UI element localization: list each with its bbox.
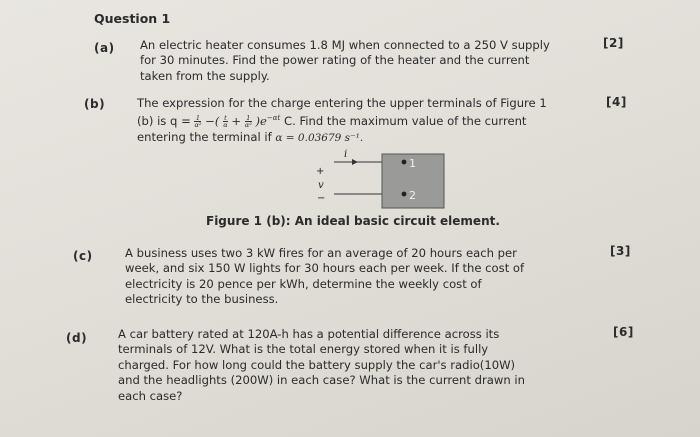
- part-d-label: (d): [66, 331, 88, 345]
- part-d-marks: [6]: [613, 325, 634, 339]
- exp-power: −αt: [266, 114, 281, 123]
- part-b-marks: [4]: [606, 95, 627, 109]
- part-d-line: each case?: [118, 388, 183, 403]
- part-d-line: charged. For how long could the battery supply the car's radio(10W): [118, 357, 516, 372]
- part-d-line: terminals of 12V. What is the total energy stored when it is fully: [118, 342, 489, 357]
- current-arrow-icon: [352, 159, 358, 165]
- part-a-line: for 30 minutes. Find the power rating of the heater and the current: [140, 53, 530, 68]
- part-a-text: [140, 38, 588, 84]
- part-d-line: A car battery rated at 120A-h has a potential difference across its: [118, 327, 500, 341]
- part-c-text: [125, 246, 590, 308]
- part-b-line: The expression for the charge entering the upper terminals of Figure 1: [137, 96, 547, 110]
- current-label: i: [344, 149, 348, 160]
- formula-suffix: C. Find the maximum value of the current: [284, 114, 527, 129]
- part-c-marks: [3]: [610, 244, 631, 258]
- formula-prefix: (b) is q =: [137, 114, 191, 129]
- terminal-2-label: 2: [409, 189, 416, 202]
- alpha-value: α = 0.03679 s⁻¹.: [275, 131, 364, 144]
- part-d-text: [118, 327, 593, 404]
- part-c-line: week, and six 150 W lights for 30 hours each per week. If the cost of: [125, 261, 525, 276]
- part-c-label: (c): [73, 249, 93, 263]
- fraction-1-over-alpha-squared: $\frac{1}{\text{α²}}$: [194, 113, 202, 130]
- question-title: Question 1: [94, 11, 171, 26]
- part-a-label: (a): [94, 41, 115, 55]
- exp-base: e: [260, 114, 267, 129]
- figure-caption: Figure 1 (b): An ideal basic circuit element.: [206, 214, 500, 228]
- part-c-line: A business uses two 3 kW fires for an average of 20 hours each per: [125, 246, 517, 260]
- part-b-line: [137, 130, 592, 146]
- part-c-line: electricity is 20 pence per kWh, determine the weekly cost of: [125, 276, 482, 291]
- fraction-t-over-alpha: $\frac{t}{\alpha}$: [223, 113, 228, 130]
- part-b-text: [137, 96, 592, 146]
- part-b-label: (b): [84, 97, 106, 111]
- fraction-1-over-alpha-squared-2: $\frac{1}{\text{α²}}$: [244, 113, 252, 130]
- terminal-1-dot: [402, 160, 407, 165]
- terminal-1-label: 1: [409, 157, 416, 170]
- part-d-line: and the headlights (200W) in each case? What is the current drawn in: [118, 373, 525, 388]
- part-b-line-formula: (b) is q = $\frac{1}{\text{α²}}$ −( $\frac{t}{\alpha}$ + $\frac{1}{\text{α²}}$ )$e^{-\alpha t}$ C. Find the maximum value of the current: [137, 113, 527, 130]
- part-a-marks: [2]: [603, 36, 624, 50]
- part-c-line: electricity to the business.: [125, 292, 279, 307]
- circuit-element-figure: [308, 148, 448, 210]
- terminal-2-dot: [402, 192, 407, 197]
- part-b-line3-prefix: entering the terminal if: [137, 129, 272, 144]
- minus-sign: −: [317, 193, 326, 204]
- voltage-label: v: [318, 180, 324, 191]
- part-a-line: taken from the supply.: [140, 68, 270, 83]
- part-a-line: An electric heater consumes 1.8 MJ when connected to a 250 V supply: [140, 38, 550, 52]
- plus-sign: +: [316, 166, 325, 177]
